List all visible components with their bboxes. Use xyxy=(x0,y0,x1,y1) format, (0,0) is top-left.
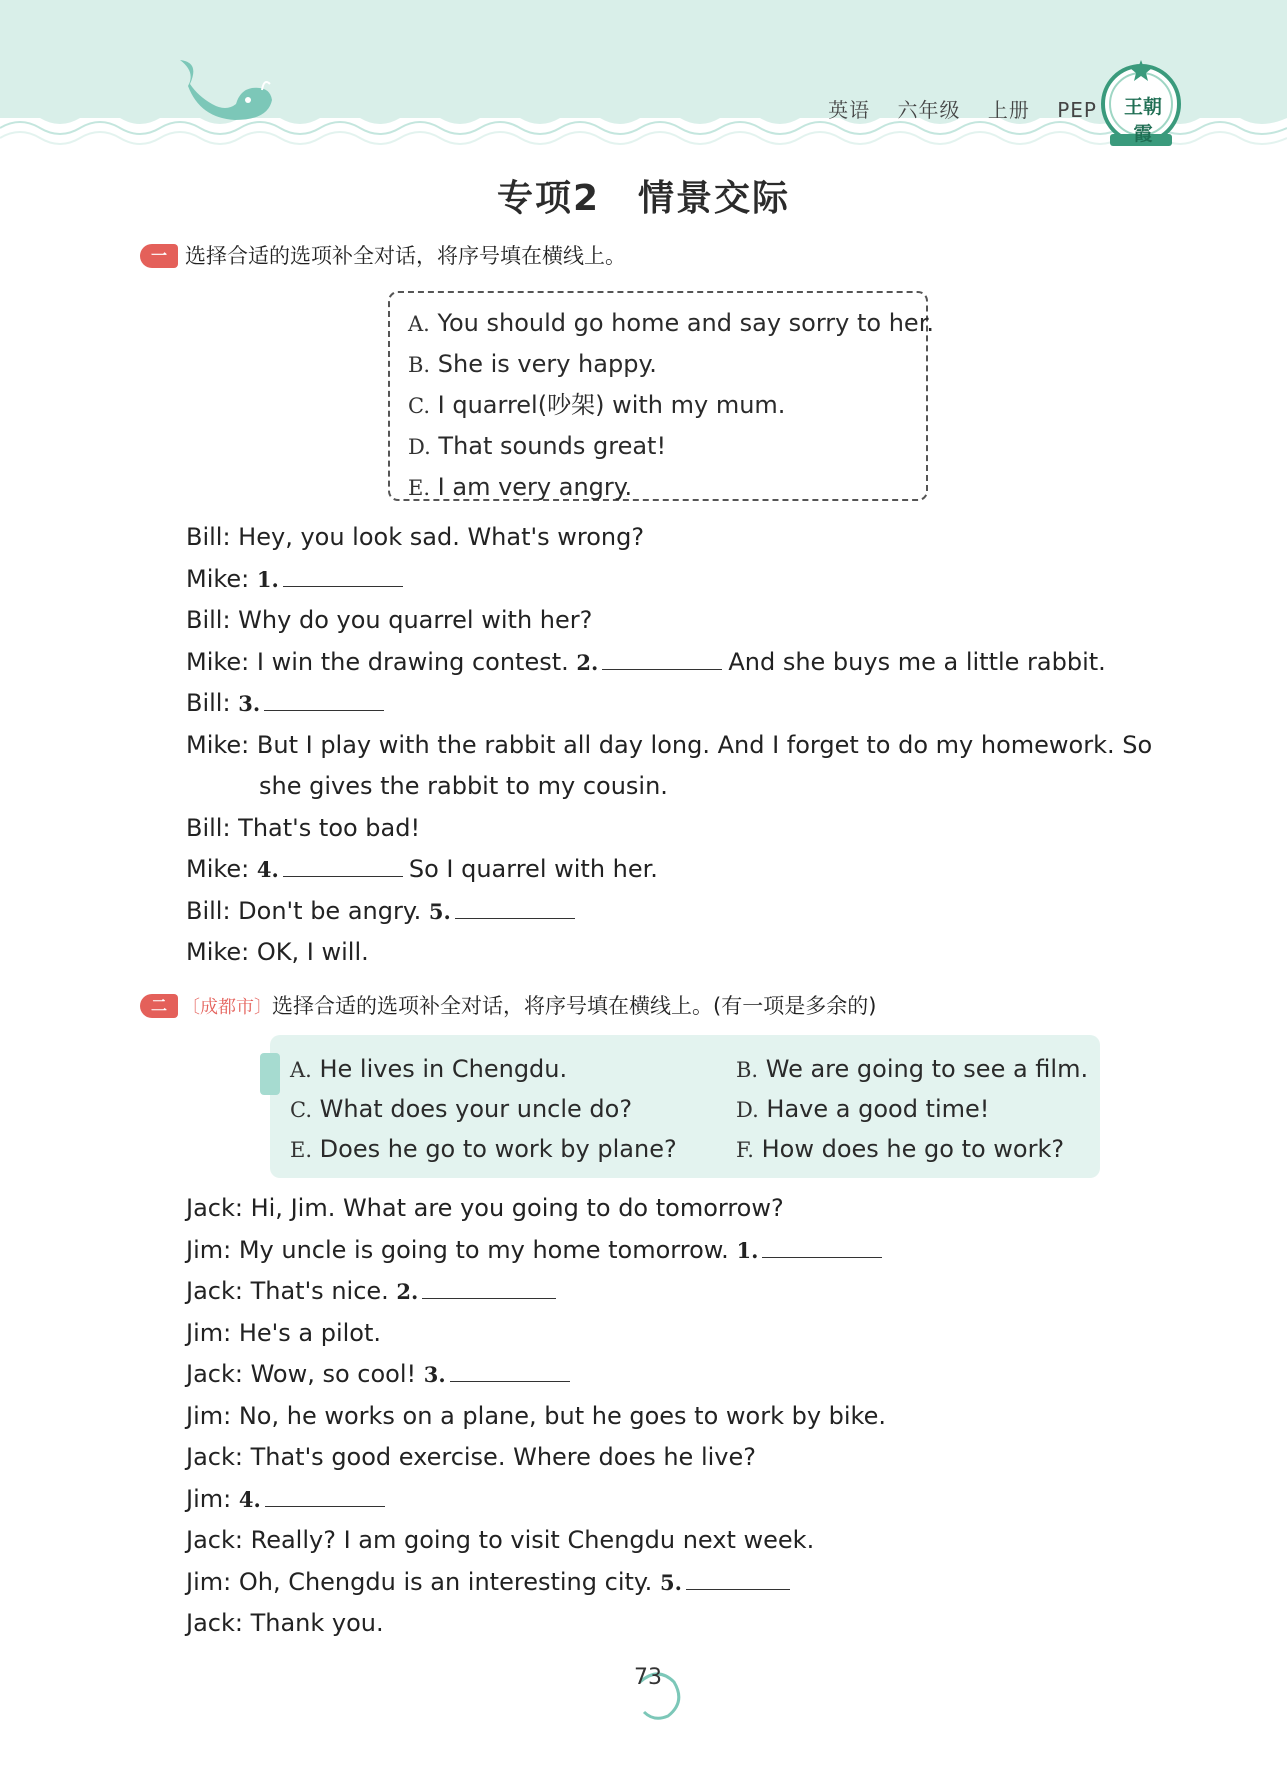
blank-number: 5. xyxy=(428,898,451,924)
option-text: Have a good time! xyxy=(766,1095,990,1123)
speaker-text: Bill: xyxy=(186,689,231,717)
dialog-line xyxy=(186,1562,888,1604)
section-1-dialog xyxy=(186,517,1152,974)
option-b xyxy=(408,344,908,385)
option-text: How does he go to work? xyxy=(761,1135,1065,1163)
dialog-line: Bill: That's too bad! xyxy=(186,813,421,842)
answer-blank[interactable] xyxy=(455,896,575,919)
option-text: I quarrel(吵架) with my mum. xyxy=(437,391,786,419)
option-text: I am very angry. xyxy=(437,473,633,501)
volume-label: 上册 xyxy=(987,98,1030,122)
option-text: You should go home and say sorry to her. xyxy=(437,309,934,337)
answer-blank[interactable] xyxy=(264,688,384,711)
answer-blank[interactable] xyxy=(686,1567,790,1590)
dialog-text: Jack: That's nice. xyxy=(186,1277,389,1305)
option-letter: C. xyxy=(290,1098,312,1122)
edition-label: PEP xyxy=(1057,98,1097,122)
option-a xyxy=(290,1049,567,1090)
dialog-line: Jim: He's a pilot. xyxy=(186,1318,382,1347)
option-text: What does your uncle do? xyxy=(319,1095,633,1123)
subject-label: 英语 xyxy=(828,98,871,122)
dialog-line xyxy=(186,559,1152,601)
dialog-line: Bill: Hey, you look sad. What's wrong? xyxy=(186,523,645,551)
dialog-text: Jim: My uncle is going to my home tomorrow. xyxy=(186,1235,729,1264)
option-e xyxy=(290,1129,677,1170)
blank-number: 1. xyxy=(256,566,279,592)
option-letter: F. xyxy=(736,1138,754,1162)
dialog-text: So I quarrel with her. xyxy=(408,855,658,883)
dialog-line: she gives the rabbit to my cousin. xyxy=(259,772,668,800)
option-text: Does he go to work by plane? xyxy=(319,1135,677,1163)
blank-number: 4. xyxy=(256,857,279,882)
page-number: 73 xyxy=(634,1665,662,1690)
blank-number: 3. xyxy=(238,691,261,716)
option-letter: E. xyxy=(408,476,431,500)
dialog-line xyxy=(186,1230,888,1272)
answer-blank[interactable] xyxy=(265,1484,385,1507)
option-c xyxy=(290,1089,632,1130)
dialog-line: Jack: Thank you. xyxy=(186,1609,384,1637)
blank-number: 3. xyxy=(423,1362,446,1387)
section-1-options-box xyxy=(388,291,934,501)
section-2-instruction: 选择合适的选项补全对话，将序号填在横线上。(有一项是多余的) xyxy=(272,994,877,1018)
option-a xyxy=(408,303,934,344)
book-info xyxy=(808,94,1097,123)
option-letter: C. xyxy=(408,394,430,418)
dialog-line: Mike: OK, I will. xyxy=(186,938,369,966)
blank-number: 2. xyxy=(576,649,599,675)
dialog-line: Mike: But I play with the rabbit all day long. And I forget to do my homework. So xyxy=(186,730,1153,759)
option-f xyxy=(736,1129,1064,1170)
dialog-line: Jack: Really? I am going to visit Chengdu next week. xyxy=(186,1526,815,1554)
dialog-line xyxy=(186,1271,888,1313)
answer-blank[interactable] xyxy=(762,1235,882,1258)
dialog-text: And she buys me a little rabbit. xyxy=(728,647,1106,676)
dialog-line: Jim: No, he works on a plane, but he goes to work by bike. xyxy=(186,1401,886,1430)
answer-blank[interactable] xyxy=(283,854,403,877)
brand-name: 王朝霞 xyxy=(1123,96,1162,145)
dialog-text: Mike: I win the drawing contest. xyxy=(186,647,569,676)
option-letter: B. xyxy=(408,353,431,377)
grade-label: 六年级 xyxy=(897,98,961,122)
speaker-text: Mike: xyxy=(186,855,250,883)
blank-number: 2. xyxy=(396,1279,419,1304)
section-tag-1: 一 xyxy=(140,244,178,268)
option-b xyxy=(736,1049,1088,1090)
option-letter: A. xyxy=(290,1058,312,1082)
option-letter: B. xyxy=(736,1058,759,1082)
option-c xyxy=(408,385,908,426)
bookmark-icon xyxy=(260,1053,280,1095)
dialog-line xyxy=(186,642,1152,684)
dialog-text: Jim: Oh, Chengdu is an interesting city. xyxy=(186,1567,653,1596)
answer-blank[interactable] xyxy=(602,647,722,670)
page-title: 专项2 情景交际 xyxy=(496,178,791,219)
answer-blank[interactable] xyxy=(422,1276,556,1299)
region-tag: 〔成都市〕 xyxy=(182,997,272,1018)
option-text: That sounds great! xyxy=(438,432,667,460)
section-2-dialog xyxy=(186,1188,888,1645)
section-2-options-box xyxy=(270,1035,1100,1178)
blank-number: 4. xyxy=(238,1486,261,1512)
speaker-text: Mike: xyxy=(186,564,250,593)
dialog-line xyxy=(186,849,1152,891)
section-tag-2: 二 xyxy=(140,994,178,1018)
option-text: She is very happy. xyxy=(437,350,657,378)
dialog-line xyxy=(186,683,1152,725)
answer-blank[interactable] xyxy=(450,1359,570,1382)
option-letter: A. xyxy=(408,312,430,336)
option-e xyxy=(408,467,908,508)
blank-number: 5. xyxy=(659,1569,682,1595)
dialog-line xyxy=(186,891,1152,933)
header-band xyxy=(0,0,1287,160)
option-letter: E. xyxy=(290,1138,313,1162)
option-d xyxy=(408,426,908,467)
dialog-line: Jack: That's good exercise. Where does he live? xyxy=(186,1443,756,1471)
dialog-text: Jack: Wow, so cool! xyxy=(186,1360,417,1388)
section-2-instruction-line xyxy=(182,990,876,1020)
option-letter: D. xyxy=(736,1098,759,1122)
dialog-line: Jack: Hi, Jim. What are you going to do tomorrow? xyxy=(186,1194,784,1222)
dialog-line xyxy=(186,1354,888,1396)
option-text: We are going to see a film. xyxy=(765,1055,1089,1083)
dialog-text: Bill: Don't be angry. xyxy=(186,896,422,925)
option-d xyxy=(736,1089,989,1130)
dialog-line xyxy=(186,1479,888,1521)
blank-number: 1. xyxy=(736,1237,759,1263)
option-text: He lives in Chengdu. xyxy=(319,1055,568,1083)
answer-blank[interactable] xyxy=(283,564,403,587)
option-letter: D. xyxy=(408,435,431,459)
section-1-instruction: 选择合适的选项补全对话，将序号填在横线上。 xyxy=(185,244,626,268)
dialog-line: Bill: Why do you quarrel with her? xyxy=(186,606,593,634)
speaker-text: Jim: xyxy=(186,1484,232,1513)
